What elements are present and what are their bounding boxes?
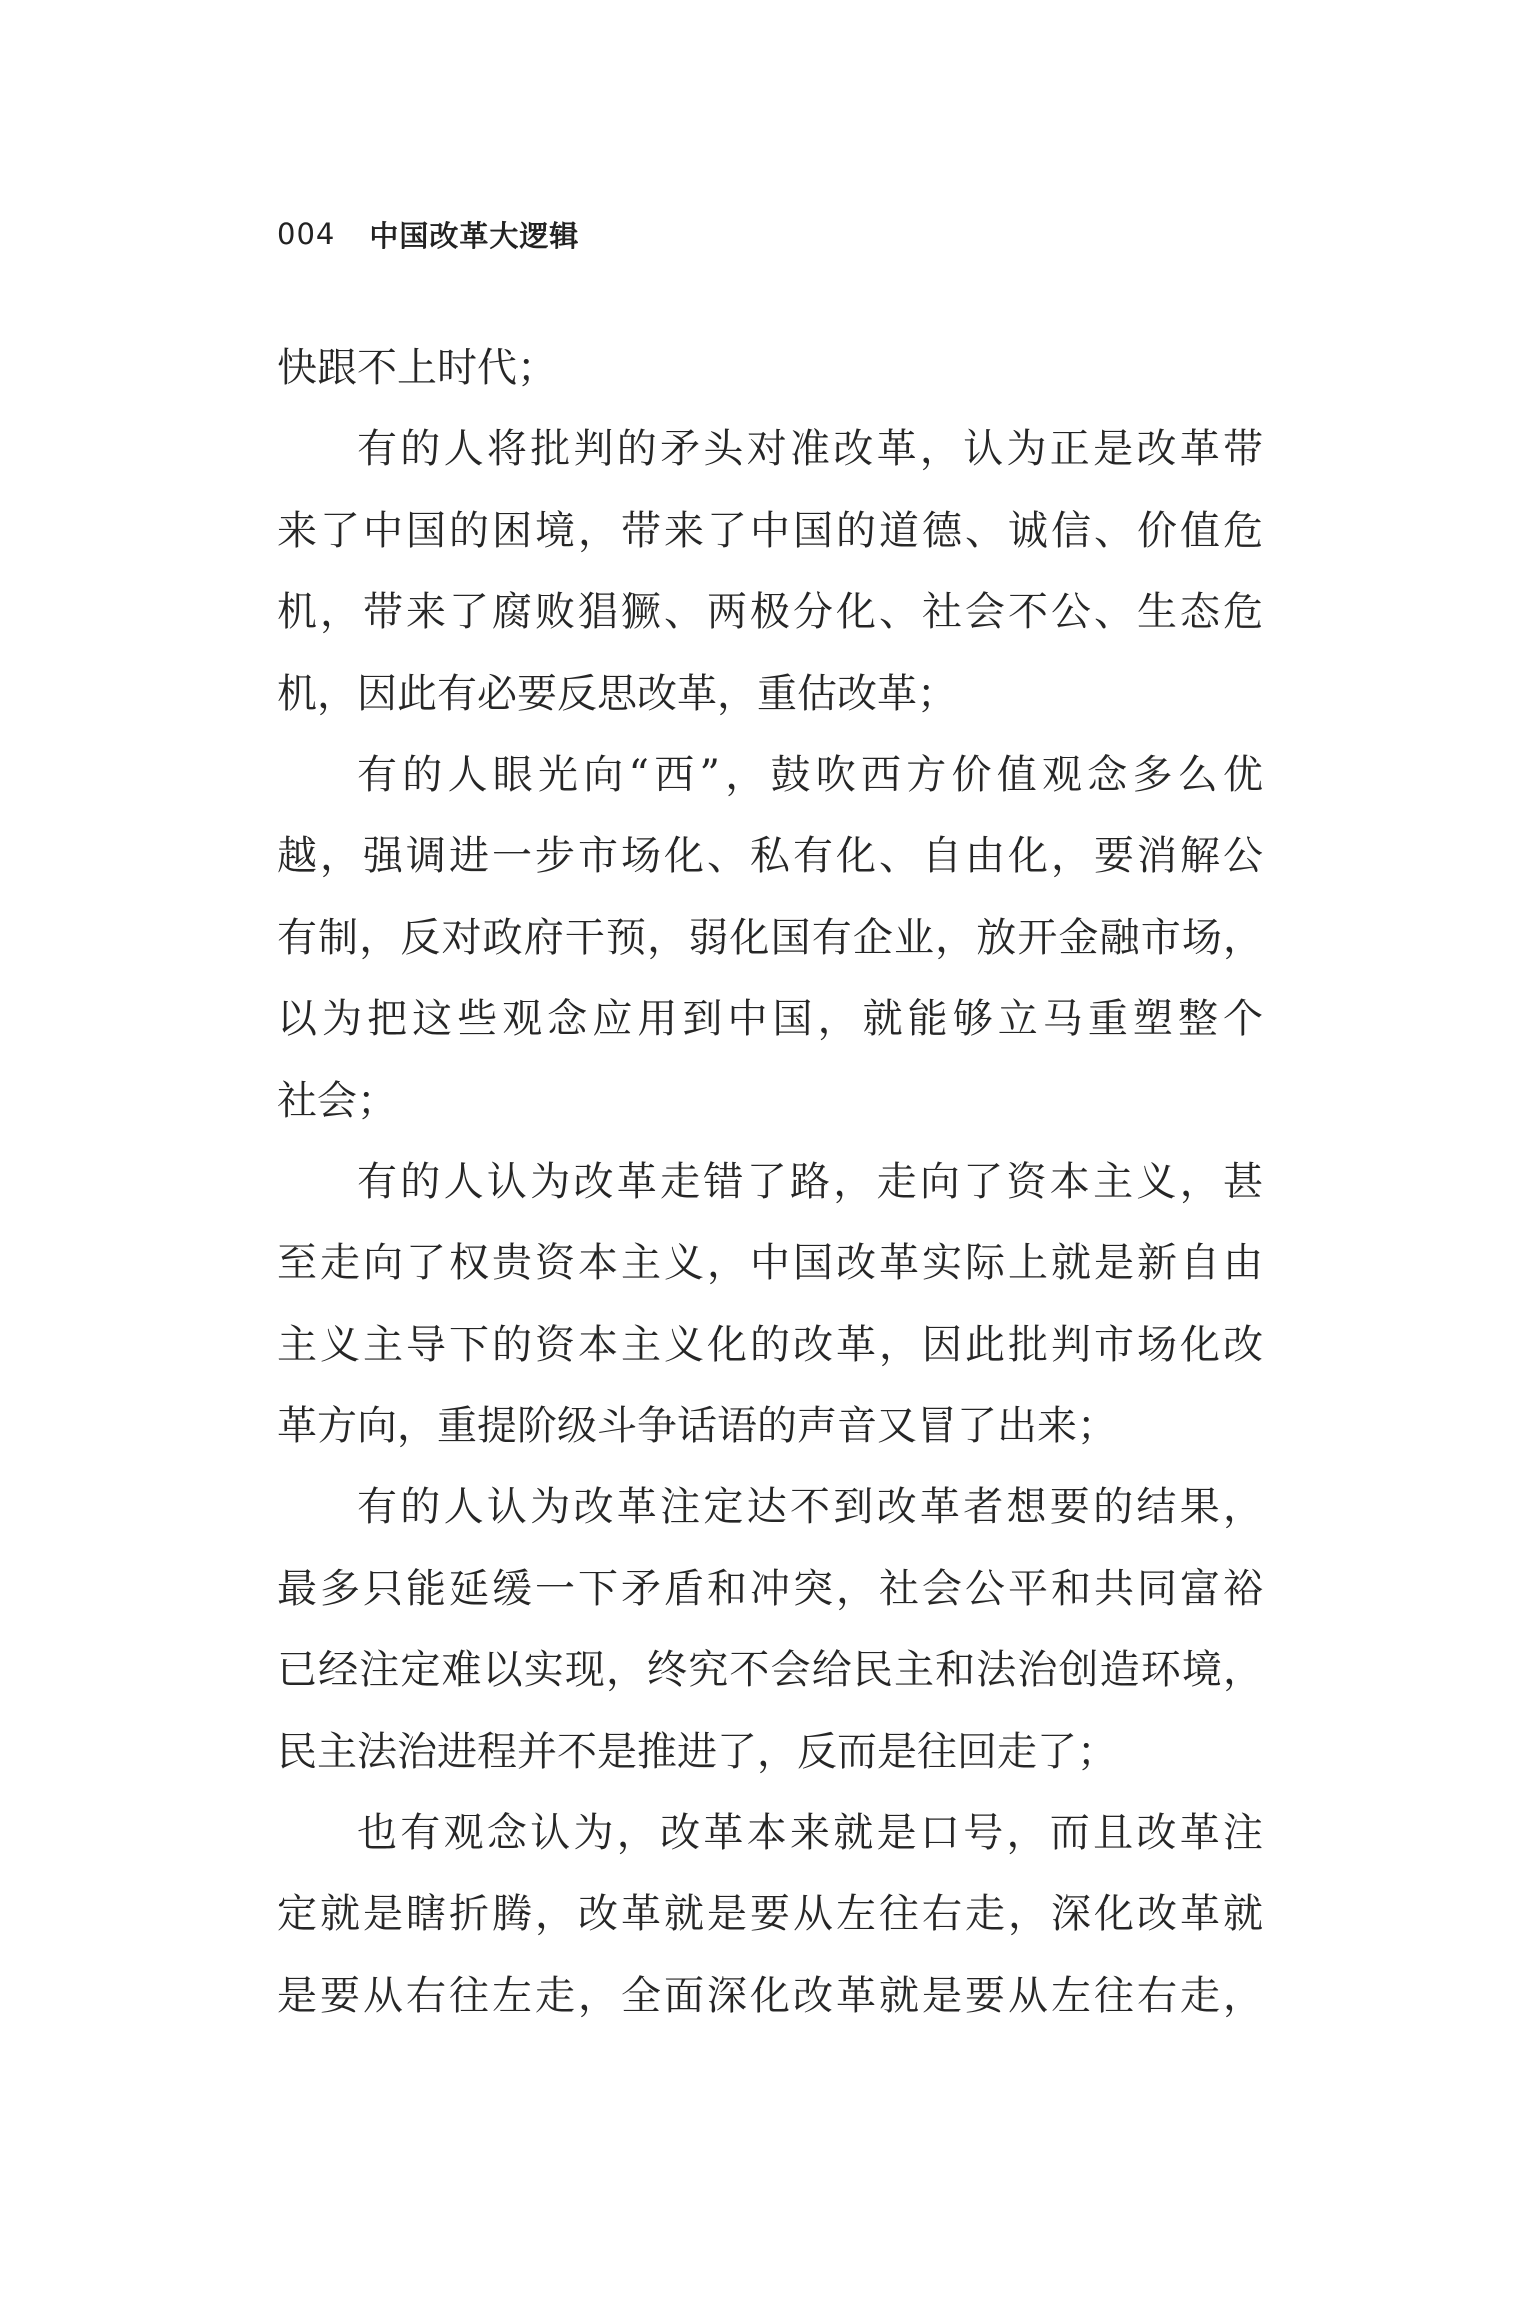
paragraph-first-line: 有的人将批判的矛头对准改革，认为正是改革带 [357, 426, 1263, 473]
text-line: 有制，反对政府干预，弱化国有企业，放开金融市场， [277, 914, 1263, 961]
book-title: 中国改革大逻辑 [369, 218, 580, 253]
body-text [277, 328, 1263, 2037]
text-line: 机，带来了腐败猖獗、两极分化、社会不公、生态危 [277, 589, 1263, 636]
text-line: 快跟不上时代； [277, 345, 557, 391]
paragraph-first-line: 有的人认为改革走错了路，走向了资本主义，甚 [357, 1158, 1263, 1205]
text-line: 来了中国的困境，带来了中国的道德、诚信、价值危 [277, 507, 1263, 554]
paragraph-first-line: 有的人眼光向“西”，鼓吹西方价值观念多么优 [357, 751, 1263, 798]
text-line: 以为把这些观念应用到中国，就能够立马重塑整个 [277, 996, 1263, 1043]
page-number: 004 [277, 217, 336, 251]
text-line: 社会； [277, 1077, 397, 1124]
text-line: 最多只能延缓一下矛盾和冲突，社会公平和共同富裕 [277, 1565, 1263, 1612]
text-line: 定就是瞎折腾，改革就是要从左往右走，深化改革就 [277, 1891, 1263, 1938]
paragraph-first-line: 有的人认为改革注定达不到改革者想要的结果， [357, 1484, 1263, 1531]
text-line: 民主法治进程并不是推进了，反而是往回走了； [277, 1728, 1117, 1775]
text-line: 已经注定难以实现，终究不会给民主和法治创造环境， [277, 1647, 1263, 1694]
text-line: 越，强调进一步市场化、私有化、自由化，要消解公 [277, 833, 1263, 880]
text-line: 主义主导下的资本主义化的改革，因此批判市场化改 [277, 1321, 1263, 1368]
text-line: 革方向，重提阶级斗争话语的声音又冒了出来； [277, 1403, 1117, 1450]
text-line: 是要从右往左走，全面深化改革就是要从左往右走， [277, 1972, 1263, 2019]
text-line: 机，因此有必要反思改革，重估改革； [277, 670, 957, 717]
text-line: 至走向了权贵资本主义，中国改革实际上就是新自由 [277, 1240, 1263, 1287]
running-header [277, 214, 579, 254]
paragraph-first-line: 也有观念认为，改革本来就是口号，而且改革注 [357, 1810, 1263, 1857]
